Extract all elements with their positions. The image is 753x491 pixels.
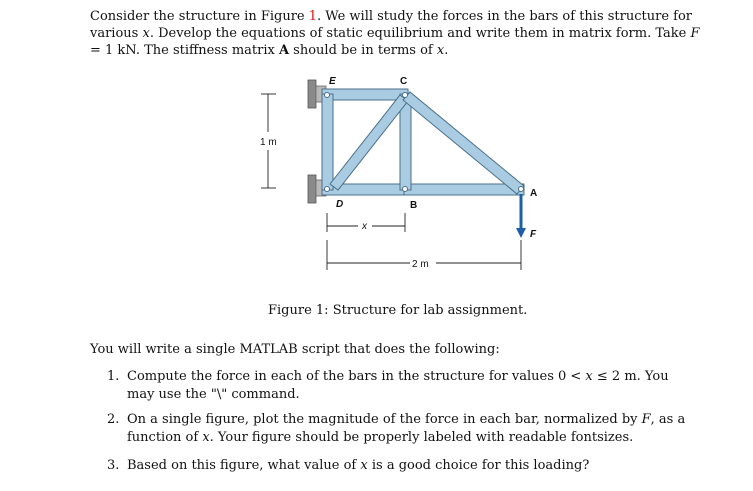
item-text-part: Compute the force in each of the bars in the structure for values 0 < bbox=[127, 369, 586, 384]
bar-ED bbox=[322, 94, 333, 190]
item-text-part: . Your figure should be properly labeled with readable fontsizes. bbox=[209, 430, 634, 445]
math-x: x bbox=[436, 43, 445, 58]
intro-text-2: . We will study the forces in the bars of this structure for various bbox=[90, 9, 693, 41]
item-text-part: On a single figure, plot the magnitude of the force in each bar, normalized by bbox=[127, 412, 642, 427]
load-arrow bbox=[516, 194, 526, 238]
math-F: F bbox=[641, 412, 651, 427]
intro-text-3: . Develop the equations of static equilibrium and write them in matrix form. Take bbox=[149, 26, 691, 41]
truss-figure bbox=[240, 70, 560, 280]
item-number: 3. bbox=[107, 458, 120, 473]
intro-text-1: Consider the structure in Figure bbox=[90, 9, 309, 24]
math-x: x bbox=[585, 369, 593, 384]
item-text-part: Based on this figure, what value of bbox=[127, 458, 361, 473]
bar-BA bbox=[404, 184, 524, 195]
pin-B bbox=[403, 187, 408, 192]
pin-E bbox=[325, 93, 330, 98]
math-x: x bbox=[202, 430, 210, 445]
figure-caption: Figure 1: Structure for lab assignment. bbox=[268, 303, 528, 318]
item-number: 2. bbox=[107, 412, 120, 427]
item-text bbox=[127, 411, 699, 447]
label-span: 2 m bbox=[412, 259, 429, 270]
item-number: 1. bbox=[107, 369, 120, 384]
label-B: B bbox=[410, 200, 418, 211]
label-A: A bbox=[530, 188, 538, 199]
label-C: C bbox=[400, 76, 408, 87]
intro-text-6: . bbox=[444, 43, 449, 58]
bar-EC bbox=[322, 89, 408, 100]
label-E: E bbox=[329, 76, 336, 87]
pin-A bbox=[519, 187, 524, 192]
math-x: x bbox=[142, 26, 150, 41]
bar-DC bbox=[330, 95, 408, 190]
label-F: F bbox=[530, 229, 537, 240]
instructions-lead: You will write a single MATLAB script that does the following: bbox=[90, 342, 500, 357]
math-F: F bbox=[690, 26, 700, 41]
label-D: D bbox=[336, 199, 344, 210]
intro-text-5: should be in terms of bbox=[289, 43, 437, 58]
item-text bbox=[127, 368, 699, 404]
math-x: x bbox=[360, 458, 368, 473]
item-text-part: ≤ 2 m. You may use the "\" command. bbox=[127, 369, 669, 402]
item-text bbox=[127, 457, 699, 475]
intro-paragraph bbox=[90, 8, 700, 59]
item-text-part: is a good choice for this loading? bbox=[367, 458, 590, 473]
pin-D bbox=[325, 187, 330, 192]
math-A-bold: A bbox=[278, 43, 290, 58]
item-text-part: , as a function of bbox=[127, 412, 686, 445]
label-height: 1 m bbox=[260, 137, 277, 148]
pin-C bbox=[403, 93, 408, 98]
figure-reference-link[interactable]: 1 bbox=[308, 9, 318, 24]
intro-text-4: = 1 kN. The stiffness matrix bbox=[90, 43, 279, 58]
label-x: x bbox=[362, 221, 367, 232]
bar-CA bbox=[403, 92, 524, 194]
